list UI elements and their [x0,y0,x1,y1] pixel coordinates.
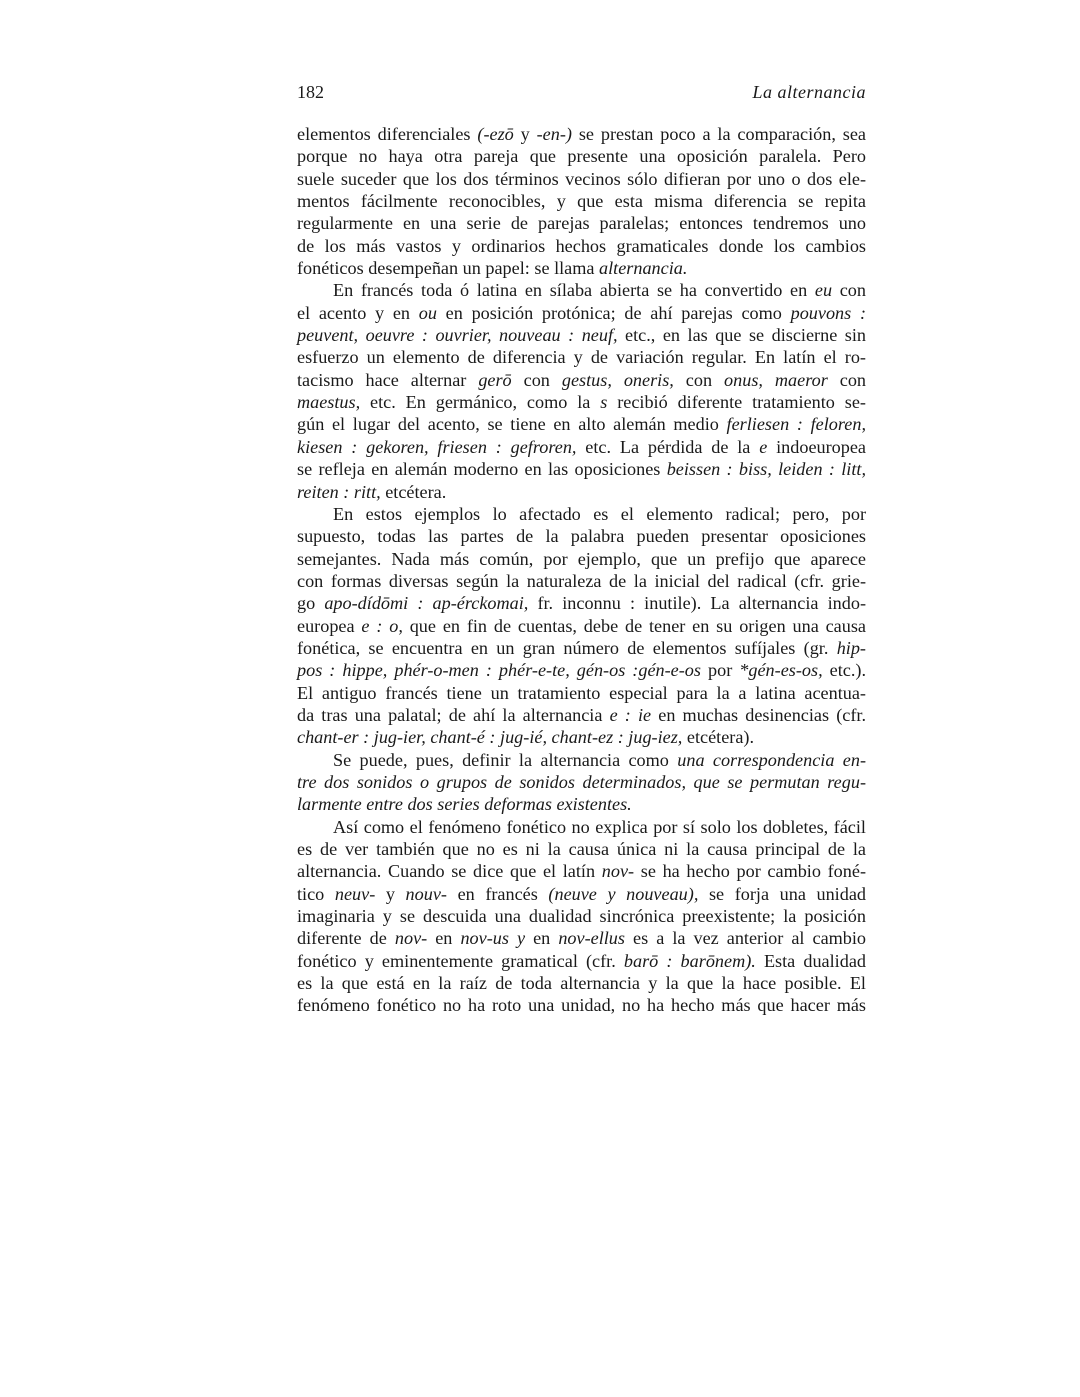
text-run: etcétera. [380,481,447,502]
italic-text: -en-) [536,124,572,144]
text-run: en [525,928,559,949]
text-run: semejantes. Nada más común, por ejemplo, que un prefijo que aparece [297,548,866,569]
text-run: etc. En germánico, como la [360,392,601,413]
italic-text: barō : barōnem). [623,950,756,971]
italic-text: gerō [478,369,512,390]
text-run: con formas diversas según la naturaleza de la inicial del radical (cfr. grie- [297,570,866,591]
text-run: etc.). [822,660,866,681]
text-run: y [375,883,406,904]
text-line [297,145,866,167]
text-run: que en fin de cuentas, debe de tener en su origen una causa [402,615,866,636]
text-line [297,994,866,1016]
text-run: en muchas desinencias (cfr. [651,704,866,725]
text-run: suele suceder que los dos términos vecinos sólo difieran por uno o dos ele- [297,168,866,189]
text-run: En francés toda ó latina en sílaba abierta se ha convertido en [333,280,815,301]
italic-text: nov- [394,928,428,949]
paragraph [297,279,866,502]
italic-text: alternancia. [599,258,688,279]
text-line [297,704,866,726]
text-run: y [513,124,537,144]
text-run: En estos ejemplos lo afectado es el elemento radical; pero, por [333,503,866,524]
italic-text: s [600,392,608,413]
text-run: es a la vez anterior al cambio [624,928,867,949]
italic-text: nouv- [405,883,447,904]
italic-text: reiten : ritt, [297,481,381,502]
paragraph [297,749,866,816]
text-run: con [511,369,562,390]
italic-text: peuvent, oeuvre : ouvrier, nouveau : neuf, [297,325,618,346]
italic-text: ou [418,302,437,323]
text-run: imaginaria y se descuida una dualidad sincrónica preexistente; la posición [297,906,866,927]
text-run: se refleja en alemán moderno en las oposiciones [297,459,667,480]
text-run: porque no haya otra pareja que presente una oposición paralela. Pero [297,146,866,167]
italic-text: kiesen : gekoren, friesen : gefroren, [297,436,577,457]
text-run: se ha hecho por cambio foné- [634,861,866,882]
text-line [297,905,866,927]
text-run: en posición protónica; de ahí parejas como [436,302,791,323]
text-run: elementos diferenciales [297,124,478,144]
text-line [297,302,866,324]
text-line [297,793,866,815]
text-line [297,324,866,346]
body-text [297,123,866,1017]
text-run: es la que está en la raíz de toda alternancia y la que la hace posible. El [297,973,866,994]
text-run: regularmente en una serie de parejas paralelas; entonces tendremos uno [297,213,866,234]
text-line [297,190,866,212]
text-line [297,592,866,614]
text-line [297,570,866,592]
text-line [297,413,866,435]
text-run: recibió diferente tratamiento se- [607,392,866,413]
text-line [297,279,866,301]
text-run: en francés [446,883,549,904]
text-run: con [832,280,866,301]
text-line [297,369,866,391]
italic-text: (neuve y nouveau), [548,883,699,904]
text-run: fonéticos desempeñan un papel: se llama [297,258,600,279]
paragraph [297,123,866,279]
text-run: tacismo hace alternar [297,369,479,390]
text-run: etc., en las que se discierne sin [617,325,866,346]
italic-text: larmente entre dos series deformas existentes. [297,794,632,815]
text-line [297,637,866,659]
text-run: alternancia. Cuando se dice que el latín [297,861,602,882]
text-run: fonética, se encuentra en un gran número de elementos sufíjales (gr. [297,637,837,658]
text-run: se forja una unidad [698,883,866,904]
text-line [297,860,866,882]
text-line [297,927,866,949]
italic-text: *gén-es-os, [739,660,823,681]
text-run: El antiguo francés tiene un tratamiento especial para la a latina acentua- [297,682,866,703]
text-line [297,726,866,748]
text-run: diferente de [297,928,395,949]
text-run: en [427,928,461,949]
text-line [297,235,866,257]
paragraph [297,503,866,749]
text-run: europea [297,615,362,636]
text-run: el acento y en [297,302,419,323]
text-run: tico [297,883,335,904]
text-line [297,615,866,637]
text-run: Así como el fenómeno fonético no explica por sí solo los dobletes, fácil [333,816,866,837]
italic-text: pos : hippe, phér-o-men : phér-e-te, gén-os :gén-e-os [297,660,701,681]
italic-text: tre dos sonidos o grupos de sonidos determinados, que se permutan regu- [297,771,866,792]
text-run: supuesto, todas las partes de la palabra pueden presentar oposiciones [297,526,866,547]
text-line [297,771,866,793]
text-line [297,503,866,525]
text-line [297,168,866,190]
text-run: fenómeno fonético no ha roto una unidad, no ha hecho más que hacer más [297,995,866,1016]
text-line [297,436,866,458]
text-run: indoeuropea [767,436,866,457]
text-line [297,972,866,994]
text-line [297,749,866,771]
text-run: por [700,660,740,681]
page-number: 182 [297,82,324,102]
text-line [297,481,866,503]
page-header [297,80,866,104]
text-line [297,950,866,972]
text-run: mentos fácilmente reconocibles, y que esta misma diferencia se repita [297,191,866,212]
text-run: etcétera). [682,727,755,748]
text-line [297,346,866,368]
italic-text: eu [814,280,833,301]
italic-text: nov-us y [460,928,526,949]
text-line [297,458,866,480]
italic-text: pouvons : [790,302,867,323]
text-run: gún el lugar del acento, se tiene en alto alemán medio [297,414,727,435]
text-run: go [297,593,325,614]
text-run: Se puede, pues, definir la alternancia como [333,749,678,770]
italic-text: neuv- [334,883,376,904]
italic-text: ferliesen : feloren, [726,414,867,435]
text-run: etc. La pérdida de la [576,436,760,457]
italic-text: apo-dídōmi : ap-érckomai, [324,593,529,614]
text-line [297,659,866,681]
text-run: se prestan poco a la comparación, sea [571,124,867,144]
italic-text: beissen : biss, leiden : litt, [666,459,866,480]
italic-text: hip- [836,637,866,658]
italic-text: e : o, [361,615,403,636]
text-line [297,838,866,860]
text-line [297,883,866,905]
text-line [297,212,866,234]
running-title: La alternancia [752,82,866,102]
italic-text: una correspondencia en- [677,749,867,770]
text-line [297,123,866,145]
text-line [297,816,866,838]
text-run: con [827,369,867,390]
italic-text: e [759,436,768,457]
text-line [297,391,866,413]
text-run: esfuerzo un elemento de diferencia y de variación regular. En latín el ro- [297,347,866,368]
text-line [297,682,866,704]
text-line [297,548,866,570]
text-run: da tras una palatal; de ahí la alternancia [297,704,610,725]
italic-text: nov-ellus [558,928,625,949]
paragraph [297,816,866,1017]
italic-text: maestus, [297,392,361,413]
italic-text: onus, maeror [724,369,828,390]
italic-text: nov- [601,861,635,882]
text-run: Esta dualidad [755,950,866,971]
text-run: de los más vastos y ordinarios hechos gramaticales donde los cambios [297,235,866,256]
text-line [297,257,866,279]
text-run: con [673,369,725,390]
italic-text: (-ezō [477,124,514,144]
text-line [297,525,866,547]
italic-text: gestus, oneris, [561,369,674,390]
italic-text: e : ie [609,704,652,725]
italic-text: chant-er : jug-ier, chant-é : jug-ié, chant-ez : jug-iez, [297,727,683,748]
text-run: fonético y eminentemente gramatical (cfr. [297,950,624,971]
text-run: es de ver también que no es ni la causa única ni la causa principal de la [297,839,866,859]
text-run: fr. inconnu : inutile). La alternancia indo- [528,593,867,614]
